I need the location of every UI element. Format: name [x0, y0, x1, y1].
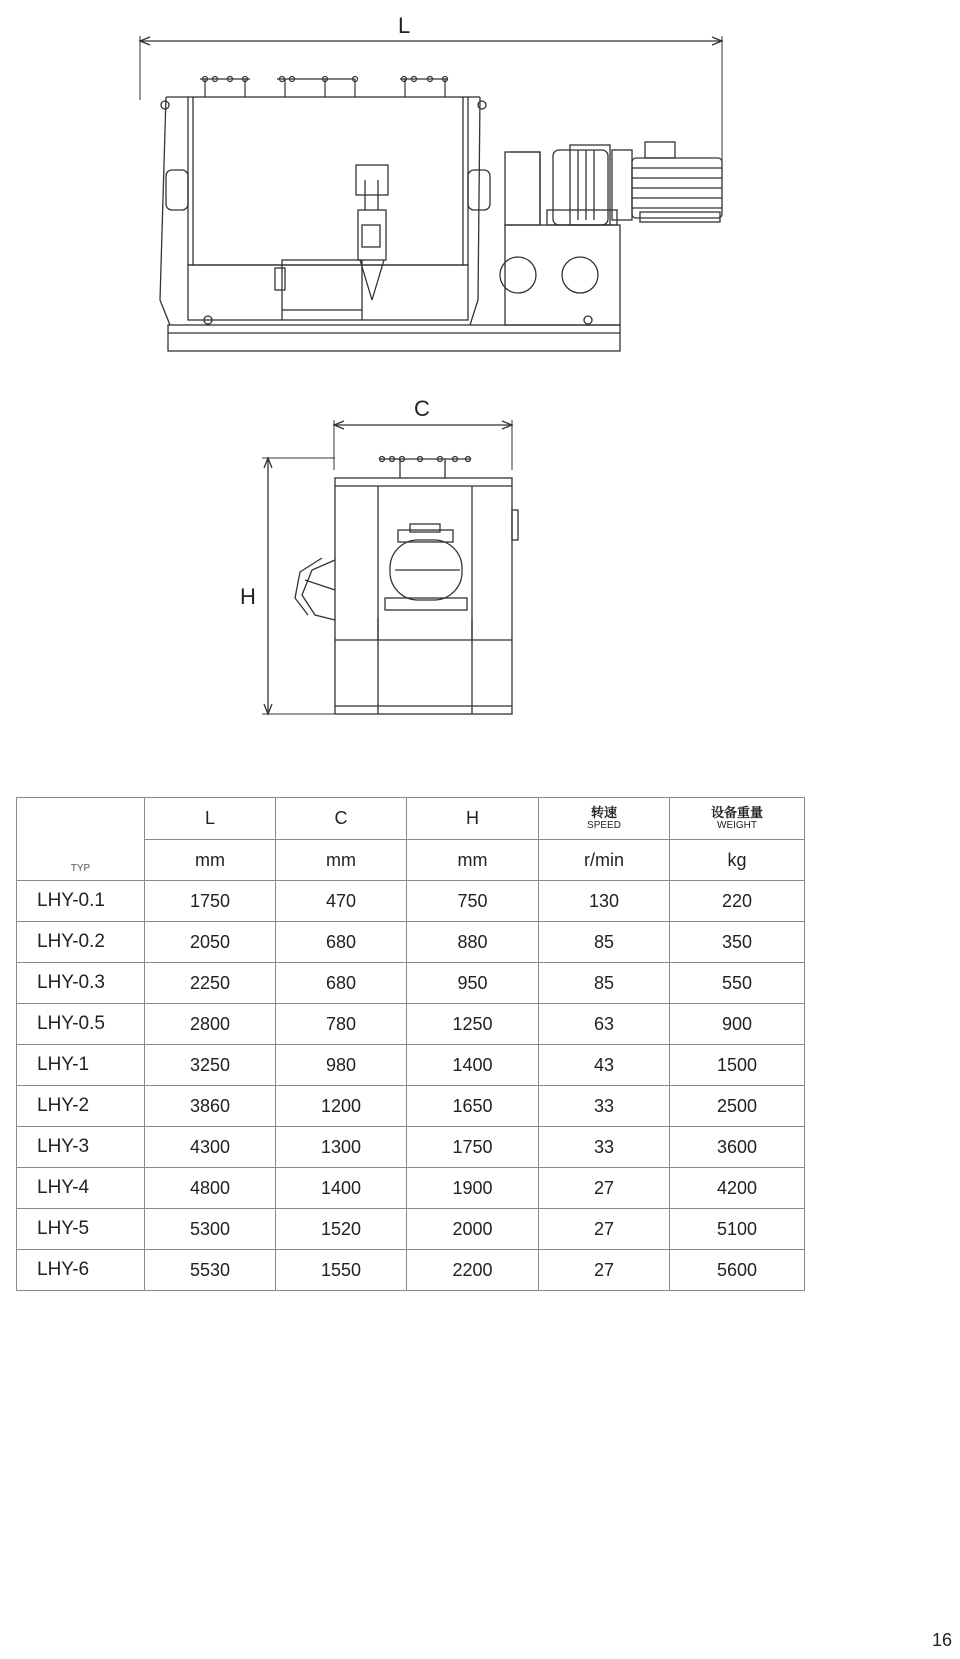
weight-header-en: WEIGHT — [717, 819, 757, 831]
weight-header-cn: 设备重量 — [710, 804, 763, 820]
model-cell: LHY-6 — [17, 1250, 145, 1291]
speed-cell: 85 — [539, 963, 670, 1004]
speed-header-cn: 转速 — [590, 804, 617, 820]
c-cell: 780 — [276, 1004, 407, 1045]
c-cell: 1550 — [276, 1250, 407, 1291]
speed-cell: 85 — [539, 922, 670, 963]
h-cell: 2000 — [407, 1209, 539, 1250]
table-row — [17, 922, 805, 963]
l-cell: 4800 — [145, 1168, 276, 1209]
weight-cell: 550 — [670, 963, 805, 1004]
table-row — [17, 881, 805, 922]
table-row — [17, 1209, 805, 1250]
c-cell: 1200 — [276, 1086, 407, 1127]
speed-cell: 33 — [539, 1127, 670, 1168]
h-cell: 2200 — [407, 1250, 539, 1291]
weight-cell: 5600 — [670, 1250, 805, 1291]
unit-c: mm — [276, 840, 407, 881]
speed-header-en: SPEED — [587, 819, 621, 831]
table-row — [17, 1004, 805, 1045]
h-cell: 750 — [407, 881, 539, 922]
table-row — [17, 1168, 805, 1209]
c-cell: 1400 — [276, 1168, 407, 1209]
l-cell: 5530 — [145, 1250, 276, 1291]
dimension-label-h: H — [240, 584, 256, 609]
speed-cell: 130 — [539, 881, 670, 922]
c-cell: 470 — [276, 881, 407, 922]
h-cell: 880 — [407, 922, 539, 963]
side-view — [240, 396, 518, 714]
front-view — [140, 13, 722, 351]
unit-l: mm — [145, 840, 276, 881]
model-cell: LHY-2 — [17, 1086, 145, 1127]
dimension-label-c: C — [414, 396, 430, 421]
weight-cell: 350 — [670, 922, 805, 963]
table-header-row — [17, 798, 805, 840]
l-cell: 3250 — [145, 1045, 276, 1086]
h-cell: 1250 — [407, 1004, 539, 1045]
speed-cell: 33 — [539, 1086, 670, 1127]
table-body — [17, 881, 805, 1291]
speed-cell: 27 — [539, 1168, 670, 1209]
l-cell: 2250 — [145, 963, 276, 1004]
l-cell: 2050 — [145, 922, 276, 963]
faint-header-text — [17, 842, 144, 851]
table-row — [17, 1045, 805, 1086]
l-cell: 2800 — [145, 1004, 276, 1045]
h-cell: 1900 — [407, 1168, 539, 1209]
table-row — [17, 1250, 805, 1291]
c-cell: 680 — [276, 922, 407, 963]
model-cell: LHY-1 — [17, 1045, 145, 1086]
column-header-speed — [539, 798, 670, 840]
table-row — [17, 963, 805, 1004]
model-cell: LHY-5 — [17, 1209, 145, 1250]
model-cell: LHY-3 — [17, 1127, 145, 1168]
weight-cell: 220 — [670, 881, 805, 922]
column-header-h: H — [407, 798, 539, 840]
h-cell: 1650 — [407, 1086, 539, 1127]
column-header-l: L — [145, 798, 276, 840]
speed-cell: 63 — [539, 1004, 670, 1045]
type-header-cell — [17, 798, 145, 881]
unit-weight: kg — [670, 840, 805, 881]
table-row — [17, 1086, 805, 1127]
table-row — [17, 1127, 805, 1168]
technical-drawing — [0, 0, 960, 780]
l-cell: 4300 — [145, 1127, 276, 1168]
model-cell: LHY-0.5 — [17, 1004, 145, 1045]
c-cell: 680 — [276, 963, 407, 1004]
weight-cell: 900 — [670, 1004, 805, 1045]
model-cell: LHY-4 — [17, 1168, 145, 1209]
c-cell: 1300 — [276, 1127, 407, 1168]
dimension-label-l: L — [398, 13, 411, 38]
column-header-weight — [670, 798, 805, 840]
c-cell: 1520 — [276, 1209, 407, 1250]
unit-h: mm — [407, 840, 539, 881]
weight-cell: 3600 — [670, 1127, 805, 1168]
specification-table — [16, 797, 805, 1291]
speed-cell: 27 — [539, 1209, 670, 1250]
speed-cell: 43 — [539, 1045, 670, 1086]
l-cell: 3860 — [145, 1086, 276, 1127]
h-cell: 1750 — [407, 1127, 539, 1168]
l-cell: 5300 — [145, 1209, 276, 1250]
speed-cell: 27 — [539, 1250, 670, 1291]
weight-cell: 2500 — [670, 1086, 805, 1127]
model-cell: LHY-0.2 — [17, 922, 145, 963]
type-header-label: TYP — [70, 863, 91, 874]
page-number: 16 — [931, 1630, 952, 1650]
unit-speed: r/min — [539, 840, 670, 881]
model-cell: LHY-0.3 — [17, 963, 145, 1004]
weight-cell: 1500 — [670, 1045, 805, 1086]
weight-cell: 4200 — [670, 1168, 805, 1209]
h-cell: 950 — [407, 963, 539, 1004]
h-cell: 1400 — [407, 1045, 539, 1086]
weight-cell: 5100 — [670, 1209, 805, 1250]
c-cell: 980 — [276, 1045, 407, 1086]
model-cell: LHY-0.1 — [17, 881, 145, 922]
column-header-c: C — [276, 798, 407, 840]
l-cell: 1750 — [145, 881, 276, 922]
